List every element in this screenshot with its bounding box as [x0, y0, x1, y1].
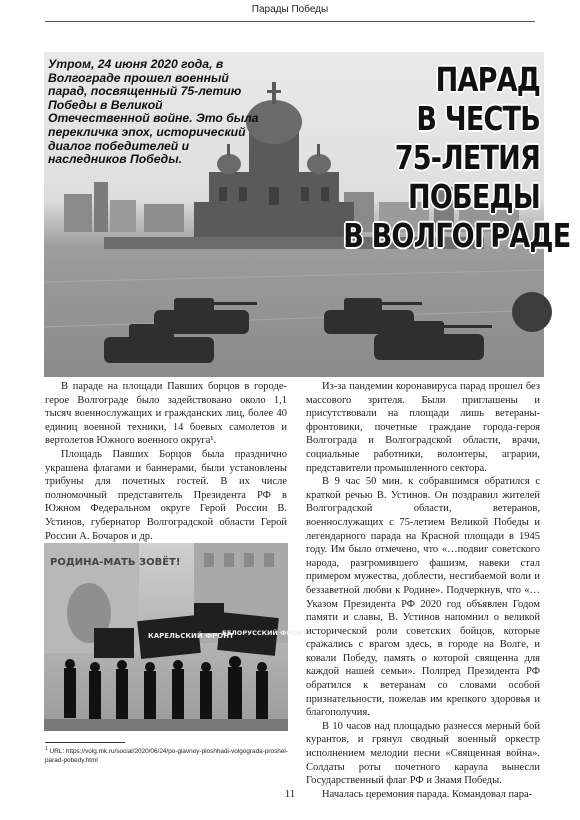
headline-line: В ВОЛГОГРАДЕ: [343, 216, 571, 255]
hero-intro-text: Утром, 24 июня 2020 года, в Волгограде прошел военный парад, посвященный 75-летию Победы в Великой Отечественной войне. Это была перекличка эпох, исторический диалог победителей и наследников Победы.: [48, 57, 259, 167]
armored-vehicle: [104, 298, 492, 363]
hero-headline: [343, 60, 571, 255]
headline-line: 75-ЛЕТИЯ: [394, 138, 540, 177]
hero-photo: [44, 52, 571, 377]
headline-line: ПОБЕДЫ: [408, 177, 540, 216]
body-paragraph: Площадь Павших Борцов была празднично украшена флагами и баннерами, были установлены трибуны для почетных гостей. В их числе полномочный представитель Президента РФ в Южном Федеральном округе Герой России В. Устинов, губернатор Волгоградской области Герой России А. Бочаров и др.: [45, 448, 287, 542]
body-paragraph: Началась церемония парада. Командовал пара-: [322, 788, 533, 800]
headline-line: В ЧЕСТЬ: [416, 99, 540, 138]
soldiers-with-banners-illustration: [44, 543, 307, 731]
body-paragraph: В 10 часов над площадью разнесся мерный бой курантов, и грянул сводный военный оркестр исполнением мелодии песни «Священная война». Солдаты роты почетного караула вынесли Государственный флаг РФ и Знамя Победы.: [306, 720, 540, 787]
headline-line: ПАРАД: [435, 60, 540, 99]
footnote: [45, 745, 290, 765]
footnote-mark: 1: [45, 746, 48, 752]
page-number: 11: [284, 788, 296, 800]
header-rule: [45, 21, 535, 22]
flag-label-left: КАРЕЛЬСКИЙ ФРОНТ: [148, 632, 234, 640]
running-header-title: Парады Победы: [251, 4, 329, 15]
running-header: [0, 0, 580, 22]
left-column: [45, 380, 287, 543]
footnote-rule: [45, 742, 125, 743]
flag-label-right: БЕЛОРУССКИЙ ФРОНТ: [222, 629, 307, 637]
footnote-url[interactable]: URL: https://volg.mk.ru/social/2020/06/24/po-glavnoy-ploshhadi-volgograda-proshel-parad-pobedy.html: [45, 748, 288, 764]
body-paragraph: Из-за пандемии коронавируса парад прошел без массового зрителя. Были приглашены и присутствовали на площади лишь ветераны-фронтовики, почетные граждане города-героя Волгограда и Волгоградской области, врачи, социальные работники, волонтеры, аграрии, представители промышленного сектора.: [306, 381, 540, 474]
right-column: [306, 380, 540, 801]
body-paragraph: В параде на площади Павших борцов в городе-герое Волгограде было задействовано около 1,1 тысяч военнослужащих и гражданских лиц, более 40 единиц военной техники, 14 боевых самолетов и вертолетов Южного военного округа¹.: [45, 381, 287, 447]
parade-photo: [44, 543, 307, 731]
poster-caption: РОДИНА-МАТЬ ЗОВЁТ!: [50, 557, 181, 568]
body-paragraph: В 9 час 50 мин. к собравшимся обратился с краткой речью В. Устинов. Он поздравил жителей Волгоградской области, ветеранов, военнослужащих с 75-летием Великой Победы и легендарного парада на Красной площади в 1945 году. Им было отмечено, что «…подвиг советского народа, разгромившего фашизм, навеки стал примером мужества, доблести, несгибаемой воли и беззаветной любви к Родине». Подчеркнув, что «…Указом Президента РФ 2020 год объявлен Годом памяти и славы, В. Устинов напомнил о великой исторической роли советских бойцов, которые сражались с врагом здесь, в городе на Волге, и ковали Победу, память о которой священна для каждой нашей семьи». Полпред Президента РФ обратился к ветеранам со словами особой признательности, пожелав им крепкого здоровья и благополучия.: [306, 476, 540, 719]
